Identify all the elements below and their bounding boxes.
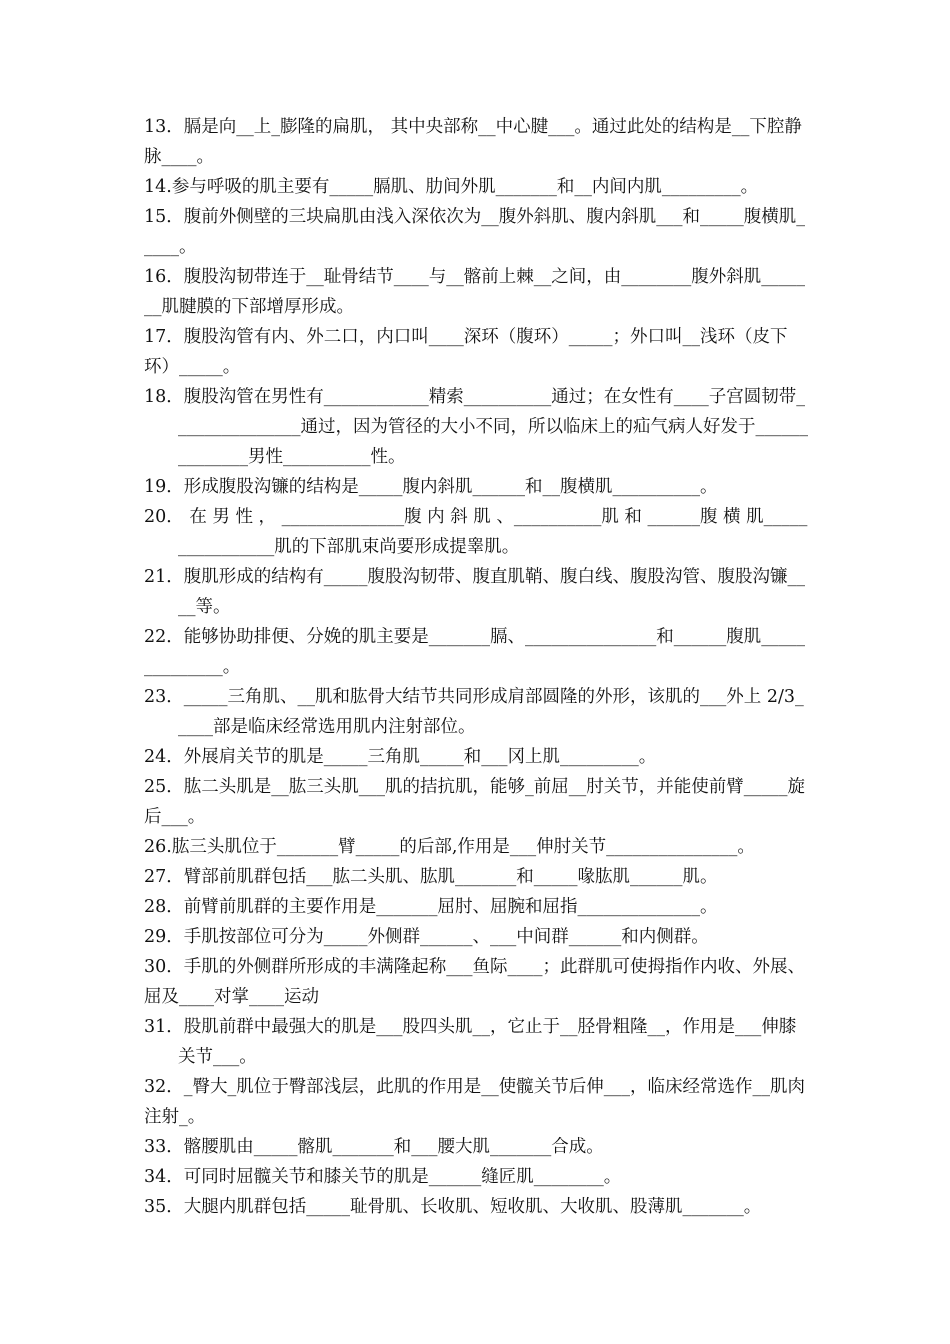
document-page (144, 112, 808, 1222)
question-14: 14.参与呼吸的肌主要有_____膈肌、肋间外肌_______和__内间内肌_________。 (144, 177, 759, 197)
question-26: 26.肱三头肌位于_______臂_____的后部,作用是___伸肘关节_______________。 (144, 837, 755, 857)
question-24: 24．外展肩关节的肌是_____三角肌_____和___冈上肌_________。 (144, 747, 657, 767)
question-32: 32．_臀大_肌位于臀部浅层，此肌的作用是__使髋关节后伸___，临床经常选作__肌肉注射_。 (144, 1077, 806, 1127)
question-31: 31．股肌前群中最强大的肌是___股四头肌__，它止于__胫骨粗隆__，作用是___伸膝关节___。 (144, 1017, 797, 1067)
question-35: 35．大腿内肌群包括_____耻骨肌、长收肌、短收肌、大收肌、股薄肌_______。 (144, 1197, 762, 1217)
question-22: 22．能够协助排便、分娩的肌主要是_______膈、_______________和______腹肌______________。 (144, 627, 806, 677)
question-23: 23．_____三角肌、__肌和肱骨大结节共同形成肩部圆隆的外形，该肌的___外上 2/3_____部是临床经常选用肌内注射部位。 (144, 687, 804, 737)
question-20: 20． 在 男 性 ， ______________腹 内 斜 肌 、__________肌 和 ______腹 横 肌________________肌的下部肌束尚要形成提睾肌。 (144, 507, 808, 557)
question-15: 15．腹前外侧壁的三块扁肌由浅入深依次为__腹外斜肌、腹内斜肌___和_____腹横肌_____。 (144, 207, 806, 257)
question-13: 13．膈是向__上_膨隆的扁肌， 其中央部称__中心腱___。通过此处的结构是__下腔静脉____。 (144, 117, 802, 167)
question-25: 25．肱二头肌是__肱三头肌___肌的拮抗肌，能够_前屈__肘关节，并能使前臂_____旋后___。 (144, 777, 806, 827)
question-18: 18．腹股沟管在男性有____________精索__________通过；在女性有____子宫圆韧带_______________通过，因为管径的大小不同，所以临床上的疝气病人好发于______________男性__________性。 (144, 387, 808, 467)
question-16: 16．腹股沟韧带连于__耻骨结节____与__髂前上棘__之间，由________腹外斜肌_______肌腱膜的下部增厚形成。 (144, 267, 806, 317)
question-19: 19．形成腹股沟镰的结构是_____腹内斜肌______和__腹横肌__________。 (144, 477, 718, 497)
question-27: 27．臂部前肌群包括___肱二头肌、肱肌_______和_____喙肱肌______肌。 (144, 867, 718, 887)
question-33: 33．髂腰肌由_____髂肌_______和___腰大肌_______合成。 (144, 1137, 604, 1157)
question-21: 21．腹肌形成的结构有_____腹股沟韧带、腹直肌鞘、腹白线、腹股沟管、腹股沟镰____等。 (144, 567, 806, 617)
question-30: 30．手肌的外侧群所形成的丰满隆起称___鱼际____；此群肌可使拇指作内收、外展、屈及____对掌____运动 (144, 957, 806, 1007)
question-17: 17．腹股沟管有内、外二口，内口叫____深环（腹环）_____；外口叫__浅环（皮下环）_____。 (144, 327, 788, 377)
question-34: 34．可同时屈髋关节和膝关节的肌是______缝匠肌________。 (144, 1167, 622, 1187)
question-29: 29．手肌按部位可分为_____外侧群______、___中间群______和内侧群。 (144, 927, 709, 947)
question-28: 28．前臂前肌群的主要作用是_______屈肘、屈腕和屈指______________。 (144, 897, 718, 917)
